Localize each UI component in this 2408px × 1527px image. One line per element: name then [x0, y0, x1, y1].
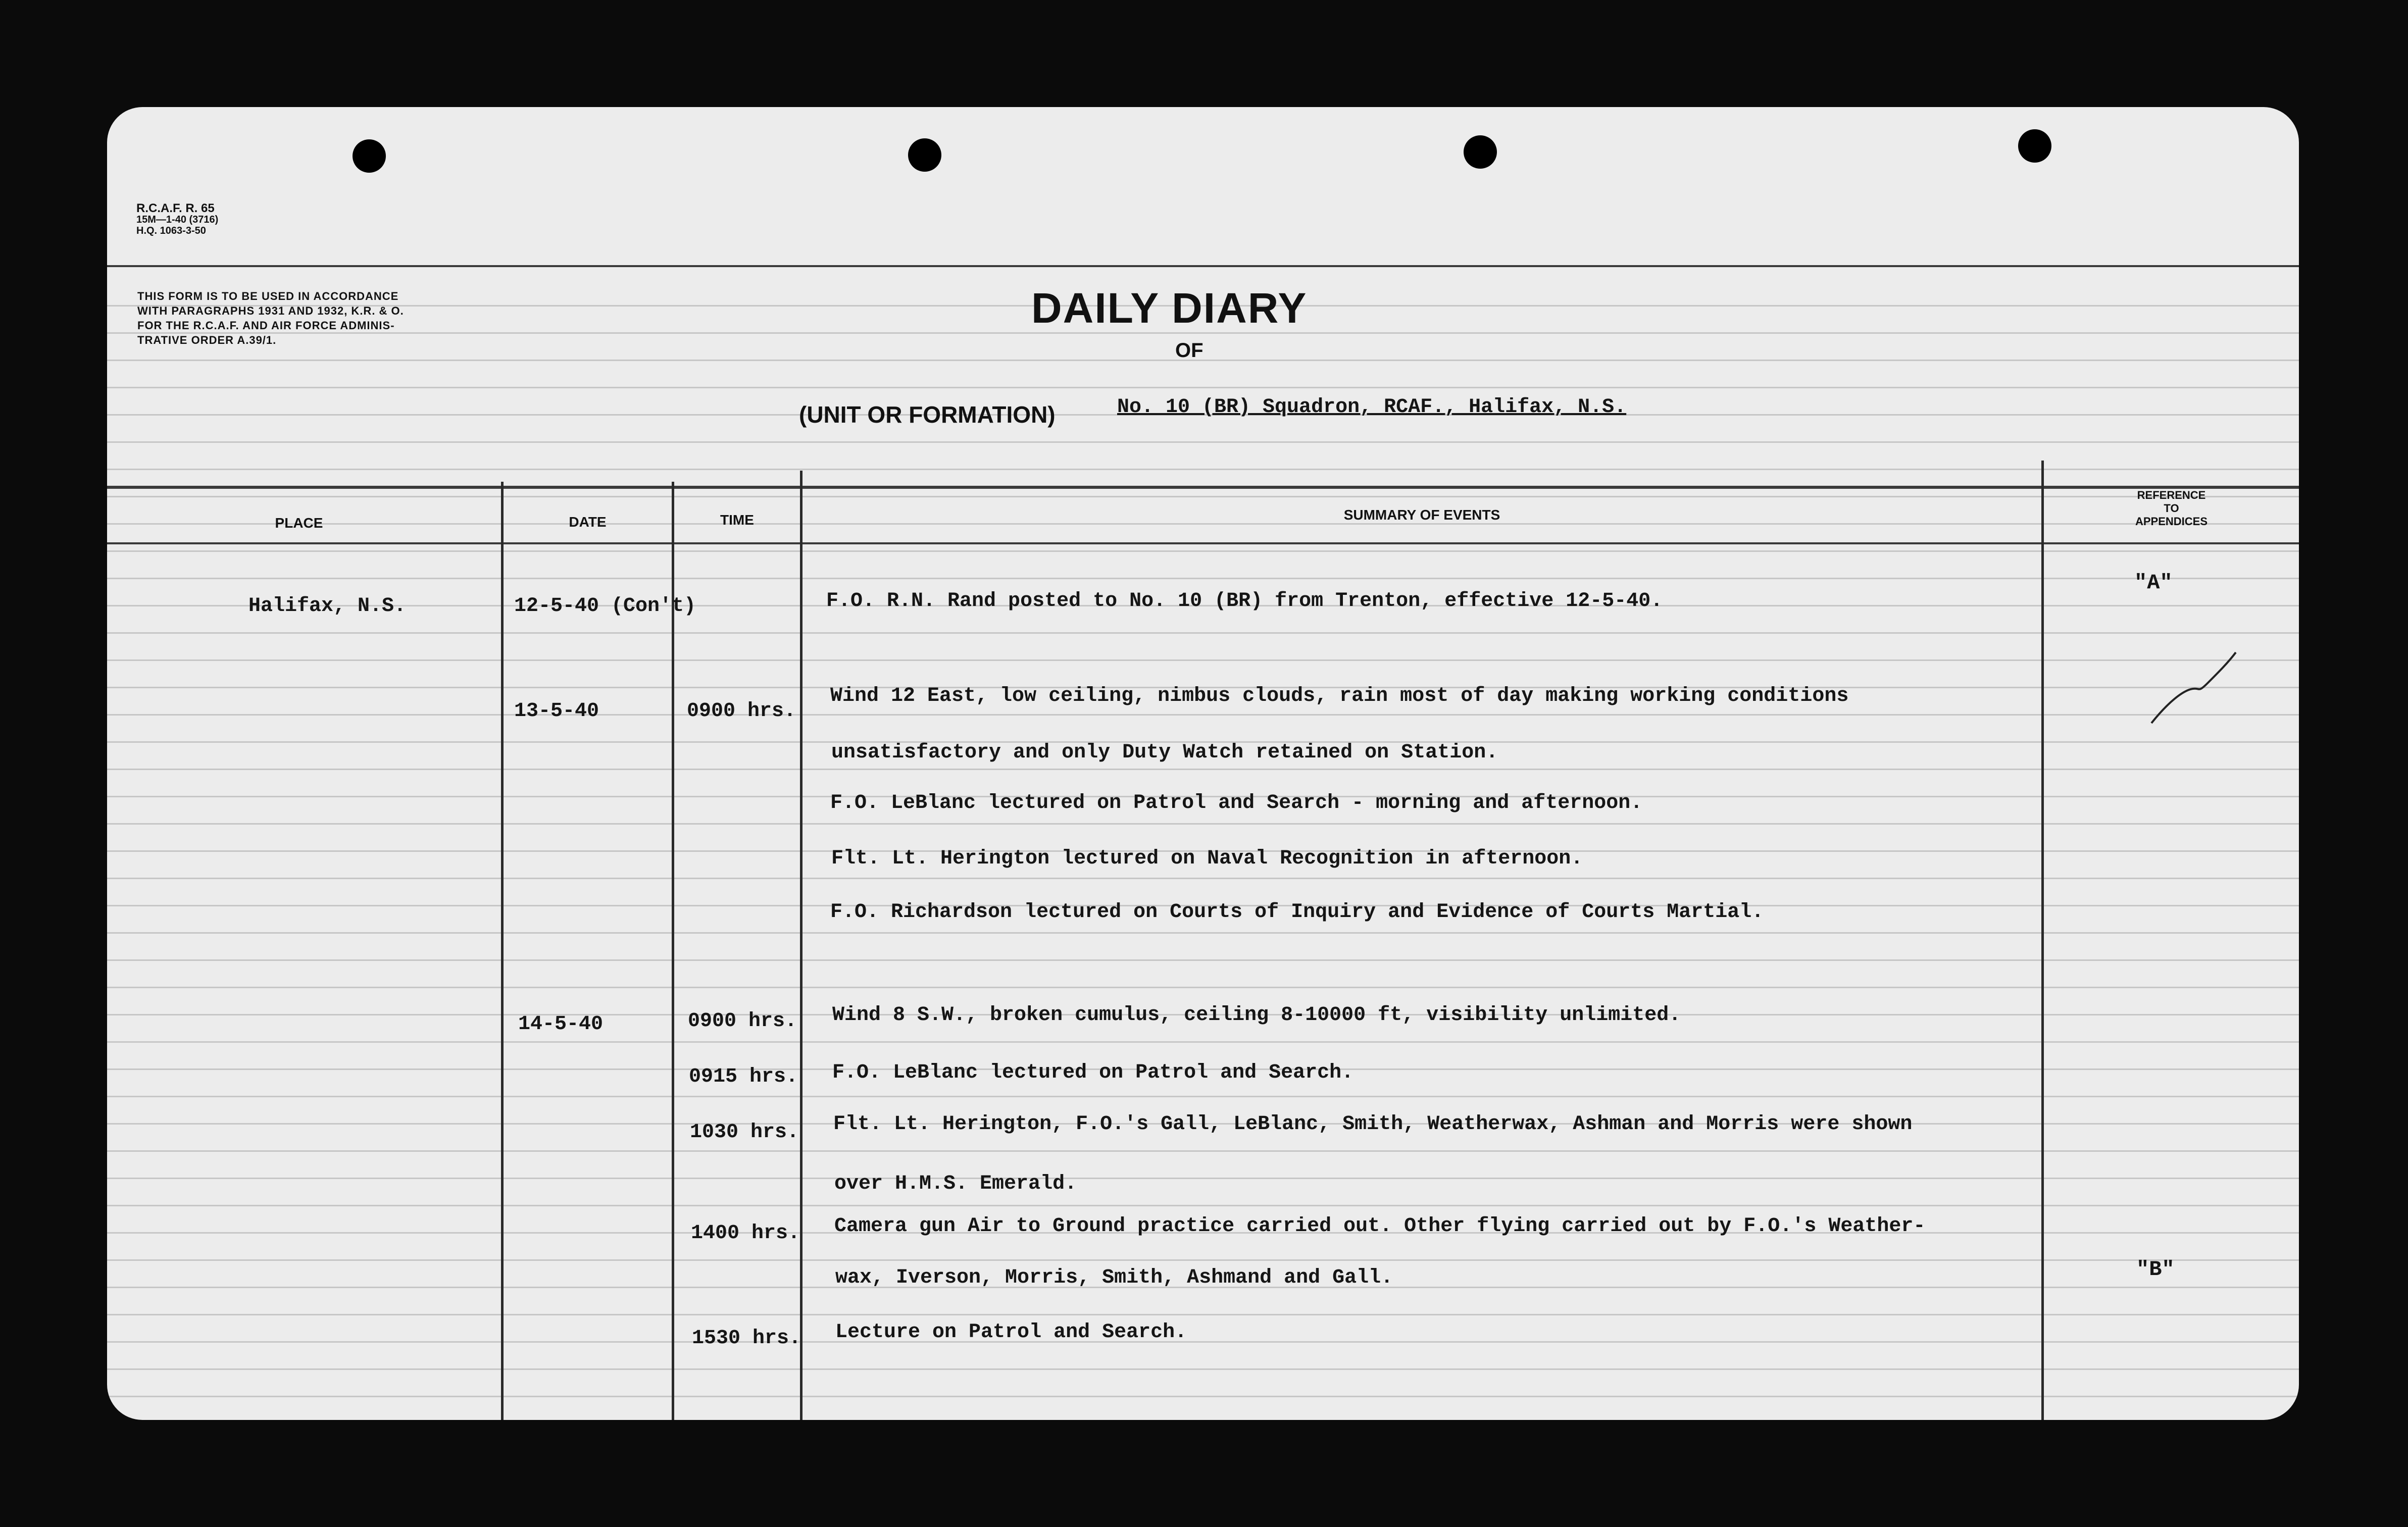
- appendix-reference: "B": [2136, 1257, 2175, 1282]
- date-cell: 14-5-40: [518, 1013, 604, 1036]
- ledger-line: [107, 1178, 2299, 1179]
- column-divider: [501, 482, 504, 1420]
- title-of: OF: [1175, 339, 1203, 362]
- ledger-line: [107, 496, 2299, 497]
- appendix-reference: "A": [2134, 571, 2173, 595]
- ledger-line: [107, 769, 2299, 770]
- summary-line: Flt. Lt. Herington lectured on Naval Recognition in afternoon.: [831, 847, 1583, 870]
- ledger-line: [107, 878, 2299, 879]
- ledger-line: [107, 1341, 2299, 1343]
- ledger-line: [107, 469, 2299, 470]
- ledger-line: [107, 1096, 2299, 1097]
- summary-line: F.O. LeBlanc lectured on Patrol and Search - morning and afternoon.: [830, 792, 1643, 815]
- ledger-line: [107, 959, 2299, 961]
- form-code-line: R.C.A.F. R. 65: [136, 201, 215, 215]
- ledger-line: [107, 932, 2299, 934]
- summary-line: F.O. R.N. Rand posted to No. 10 (BR) from Trenton, effective 12-5-40.: [826, 590, 1663, 613]
- reference-header-line: APPENDICES: [2135, 515, 2208, 528]
- summary-line: Wind 8 S.W., broken cumulus, ceiling 8-10000 ft, visibility unlimited.: [832, 1004, 1681, 1027]
- ledger-line: [107, 987, 2299, 988]
- summary-line: Lecture on Patrol and Search.: [835, 1321, 1187, 1344]
- column-divider: [800, 471, 802, 1420]
- column-header-time: TIME: [720, 512, 754, 528]
- column-divider: [672, 482, 674, 1420]
- unit-label: (UNIT OR FORMATION): [799, 401, 1056, 428]
- form-note-line: FOR THE R.C.A.F. AND AIR FORCE ADMINIS-: [137, 319, 395, 332]
- reference-header-line: REFERENCE: [2137, 489, 2206, 501]
- summary-line: Camera gun Air to Ground practice carried out. Other flying carried out by F.O.'s Weather-: [834, 1215, 1926, 1238]
- time-cell: 1530 hrs.: [692, 1327, 801, 1350]
- punch-hole: [353, 139, 386, 173]
- ledger-line: [107, 1205, 2299, 1206]
- punch-hole: [908, 138, 941, 172]
- form-code-line: H.Q. 1063-3-50: [136, 225, 206, 236]
- ledger-line: [107, 441, 2299, 443]
- ledger-line: [107, 1314, 2299, 1315]
- time-cell: 0915 hrs.: [689, 1065, 798, 1088]
- header-bottom-rule: [107, 542, 2299, 544]
- summary-line: F.O. Richardson lectured on Courts of Inquiry and Evidence of Courts Martial.: [830, 901, 1764, 924]
- reference-header-line: TO: [2164, 502, 2179, 515]
- time-cell: 1400 hrs.: [691, 1222, 800, 1245]
- summary-line: wax, Iverson, Morris, Smith, Ashmand and Gall.: [835, 1266, 1393, 1289]
- form-note-line: WITH PARAGRAPHS 1931 AND 1932, K.R. & O.: [137, 304, 404, 317]
- form-note-line: TRATIVE ORDER A.39/1.: [137, 334, 277, 346]
- ledger-line: [107, 1259, 2299, 1261]
- place-cell: Halifax, N.S.: [248, 595, 407, 618]
- time-cell: 1030 hrs.: [690, 1121, 799, 1144]
- ledger-line: [107, 550, 2299, 552]
- ledger-line: [107, 1041, 2299, 1043]
- column-header-reference: [2044, 489, 2299, 528]
- column-header-place: PLACE: [275, 515, 323, 531]
- summary-line: unsatisfactory and only Duty Watch retained on Station.: [831, 741, 1498, 764]
- ledger-line: [107, 823, 2299, 825]
- summary-line: F.O. LeBlanc lectured on Patrol and Search.: [832, 1061, 1354, 1084]
- ledger-line: [107, 1396, 2299, 1397]
- pen-mark: [2147, 642, 2238, 728]
- summary-line: Wind 12 East, low ceiling, nimbus clouds, rain most of day making working conditions: [830, 685, 1849, 707]
- form-note-line: THIS FORM IS TO BE USED IN ACCORDANCE: [137, 290, 399, 302]
- unit-value: No. 10 (BR) Squadron, RCAF., Halifax, N.S.: [1117, 396, 1627, 419]
- header-top-rule: [107, 265, 2299, 267]
- form-note: [137, 289, 404, 347]
- ledger-line: [107, 714, 2299, 716]
- page-title: DAILY DIARY: [1031, 284, 1308, 332]
- time-cell: 0900 hrs.: [687, 700, 796, 723]
- summary-line: Flt. Lt. Herington, F.O.'s Gall, LeBlanc, Smith, Weatherwax, Ashman and Morris were shown: [833, 1113, 1913, 1136]
- column-divider: [2041, 461, 2044, 1420]
- ledger-line: [107, 1368, 2299, 1370]
- ledger-line: [107, 578, 2299, 579]
- ledger-line: [107, 387, 2299, 388]
- form-code-line: 15M—1-40 (3716): [136, 214, 219, 225]
- column-header-date: DATE: [569, 514, 607, 530]
- form-code: [136, 203, 218, 236]
- diary-card: [107, 107, 2299, 1420]
- punch-hole: [1464, 135, 1497, 169]
- ledger-line: [107, 632, 2299, 634]
- summary-line: over H.M.S. Emerald.: [834, 1173, 1077, 1195]
- time-cell: 0900 hrs.: [688, 1010, 797, 1033]
- table-top-rule: [107, 486, 2299, 489]
- ledger-line: [107, 659, 2299, 661]
- column-header-summary: SUMMARY OF EVENTS: [1343, 507, 1500, 523]
- date-cell: 13-5-40: [514, 700, 599, 723]
- punch-hole: [2018, 129, 2051, 163]
- ledger-line: [107, 1150, 2299, 1152]
- date-cell: 12-5-40 (Con't): [514, 595, 696, 618]
